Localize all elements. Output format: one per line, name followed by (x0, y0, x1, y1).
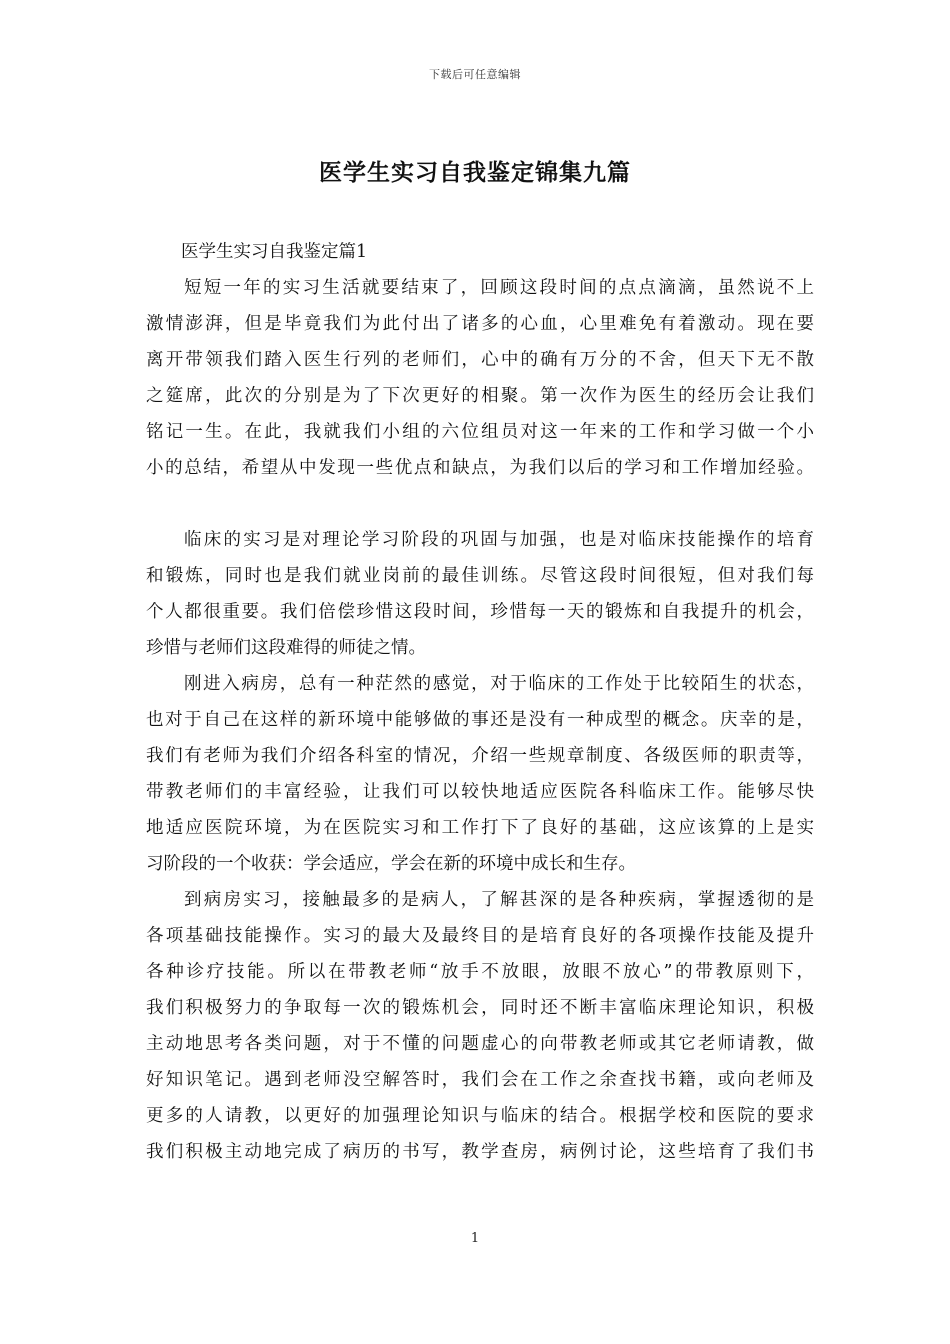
paragraph-line: 也对于自己在这样的新环境中能够做的事还是没有一种成型的概念。庆幸的是， (146, 710, 814, 730)
document-body (146, 234, 814, 1170)
section-heading: 医学生实习自我鉴定篇1 (181, 242, 368, 262)
paragraph-line: 个人都很重要。我们倍偿珍惜这段时间，珍惜每一天的锻炼和自我提升的机会， (146, 602, 814, 622)
paragraph-line: 各种诊疗技能。所以在带教老师“放手不放眼，放眼不放心”的带教原则下， (146, 962, 814, 982)
paragraph-line: 铭记一生。在此，我就我们小组的六位组员对这一年来的工作和学习做一个小 (146, 422, 814, 442)
paragraph-line: 我们积极努力的争取每一次的锻炼机会，同时还不断丰富临床理论知识，积极 (146, 998, 814, 1018)
paragraph-line: 我们积极主动地完成了病历的书写，教学查房，病例讨论，这些培育了我们书 (146, 1142, 814, 1162)
blank-line (146, 486, 814, 522)
paragraph-line: 主动地思考各类问题，对于不懂的问题虚心的向带教老师或其它老师请教，做 (146, 1034, 814, 1054)
paragraph-line: 之筵席，此次的分别是为了下次更好的相聚。第一次作为医生的经历会让我们 (146, 386, 814, 406)
paragraph-line: 好知识笔记。遇到老师没空解答时，我们会在工作之余查找书籍，或向老师及 (146, 1070, 814, 1090)
document-title: 医学生实习自我鉴定锦集九篇 (319, 159, 631, 186)
paragraph-line: 和锻炼，同时也是我们就业岗前的最佳训练。尽管这段时间很短，但对我们每 (146, 566, 814, 586)
paragraph-line: 珍惜与老师们这段难得的师徒之情。 (146, 638, 426, 658)
header-note: 下载后可任意编辑 (429, 68, 521, 81)
paragraph-line: 临床的实习是对理论学习阶段的巩固与加强，也是对临床技能操作的培育 (184, 530, 814, 550)
paragraph-3 (146, 666, 814, 882)
paragraph-line: 小的总结，希望从中发现一些优点和缺点，为我们以后的学习和工作增加经验。 (146, 458, 814, 478)
paragraph-line: 激情澎湃，但是毕竟我们为此付出了诸多的心血，心里难免有着激动。现在要 (146, 314, 814, 334)
page-number: 1 (470, 1231, 480, 1246)
paragraph-line: 到病房实习，接触最多的是病人，了解甚深的是各种疾病，掌握透彻的是 (184, 890, 814, 910)
paragraph-line: 地适应医院环境，为在医院实习和工作打下了良好的基础，这应该算的上是实 (146, 818, 814, 838)
paragraph-line: 更多的人请教，以更好的加强理论知识与临床的结合。根据学校和医院的要求 (146, 1106, 814, 1126)
paragraph-line: 带教老师们的丰富经验，让我们可以较快地适应医院各科临床工作。能够尽快 (146, 782, 814, 802)
paragraph-1 (146, 270, 814, 486)
paragraph-line: 离开带领我们踏入医生行列的老师们，心中的确有万分的不舍，但天下无不散 (146, 350, 814, 370)
paragraph-line: 刚进入病房，总有一种茫然的感觉，对于临床的工作处于比较陌生的状态， (184, 674, 814, 694)
paragraph-line: 短短一年的实习生活就要结束了，回顾这段时间的点点滴滴，虽然说不上 (184, 278, 814, 298)
paragraph-line: 习阶段的一个收获：学会适应，学会在新的环境中成长和生存。 (146, 854, 636, 874)
paragraph-2 (146, 522, 814, 666)
paragraph-line: 各项基础技能操作。实习的最大及最终目的是培育良好的各项操作技能及提升 (146, 926, 814, 946)
paragraph-4 (146, 882, 814, 1170)
paragraph-line: 我们有老师为我们介绍各科室的情况，介绍一些规章制度、各级医师的职责等， (146, 746, 814, 766)
